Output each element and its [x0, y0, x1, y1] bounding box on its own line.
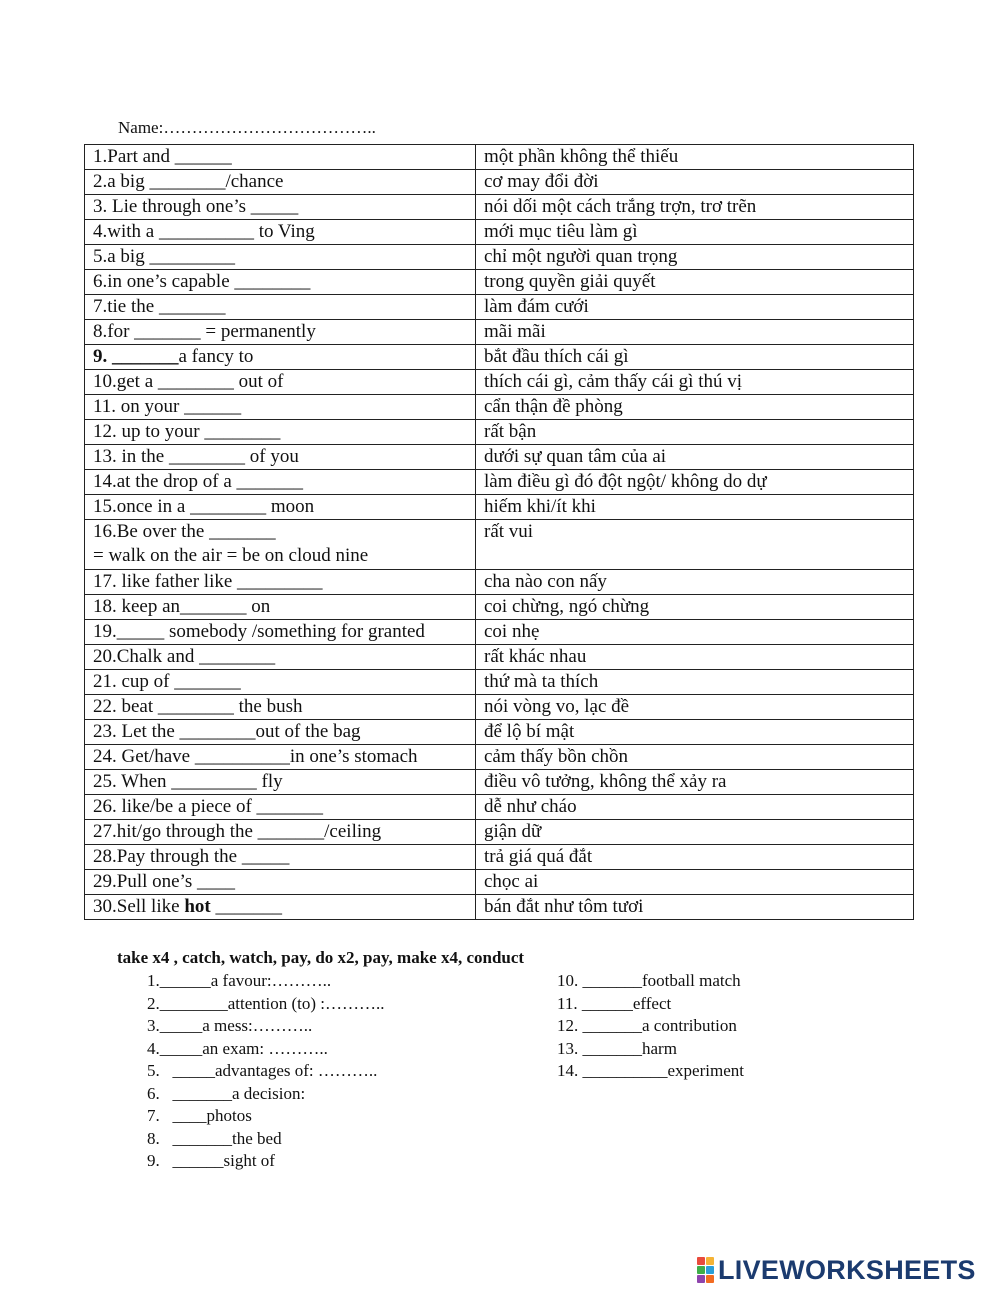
- name-line: Name:………………………………..: [118, 118, 376, 137]
- meaning-cell: một phần không thể thiếu: [476, 145, 914, 170]
- exercise-item: 13. _______harm: [557, 1038, 677, 1058]
- idiom-cell: [85, 620, 476, 645]
- idiom-cell: [85, 595, 476, 620]
- idiom-bold-word: hot: [184, 896, 211, 917]
- meaning-cell: cha nào con nấy: [476, 570, 914, 595]
- idiom-text: 12. up to your ________: [93, 421, 281, 442]
- table-row: [85, 820, 914, 845]
- exercise-item: 6. _______a decision:: [147, 1083, 306, 1103]
- meaning-cell: coi chừng, ngó chừng: [476, 595, 914, 620]
- idiom-cell: [85, 895, 476, 920]
- idiom-number: 9. _______: [93, 346, 179, 367]
- table-row: [85, 845, 914, 870]
- logo-square: [706, 1257, 714, 1265]
- idiom-text: 2.a big ________/chance: [93, 171, 284, 192]
- idiom-synonyms: = walk on the air = be on cloud nine: [93, 545, 369, 566]
- meaning-cell: bán đắt như tôm tươi: [476, 895, 914, 920]
- idiom-text: 8.for _______ = permanently: [93, 321, 316, 342]
- idiom-text: 14.at the drop of a _______: [93, 471, 304, 492]
- collocation-list-right: [557, 970, 744, 1083]
- meaning-cell: cảm thấy bồn chồn: [476, 745, 914, 770]
- idiom-cell: [85, 645, 476, 670]
- idiom-cell: [85, 320, 476, 345]
- word-bank: take x4 , catch, watch, pay, do x2, pay, make x4, conduct: [117, 948, 525, 967]
- meaning-cell: coi nhẹ: [476, 620, 914, 645]
- idiom-text: 15.once in a ________ moon: [93, 496, 315, 517]
- meaning-cell: rất khác nhau: [476, 645, 914, 670]
- table-row: [85, 795, 914, 820]
- idiom-text: 10.get a ________ out of: [93, 371, 284, 392]
- table-row: [85, 345, 914, 370]
- table-row: [85, 270, 914, 295]
- table-row: [85, 395, 914, 420]
- meaning-cell: bắt đầu thích cái gì: [476, 345, 914, 370]
- idiom-text: 21. cup of _______: [93, 671, 241, 692]
- idiom-cell: [85, 795, 476, 820]
- idiom-cell: [85, 445, 476, 470]
- idiom-text: 27.hit/go through the _______/ceiling: [93, 821, 382, 842]
- meaning-cell: cẩn thận đề phòng: [476, 395, 914, 420]
- logo-square: [706, 1266, 714, 1274]
- idiom-text: a fancy to: [178, 346, 254, 367]
- idiom-blank: _______: [210, 896, 282, 917]
- table-row: [85, 195, 914, 220]
- idiom-text: 24. Get/have __________in one’s stomach: [93, 746, 418, 767]
- idiom-cell: [85, 570, 476, 595]
- table-row: [85, 295, 914, 320]
- table-row: [85, 695, 914, 720]
- idiom-cell: [85, 670, 476, 695]
- idiom-cell: [85, 345, 476, 370]
- meaning-cell: cơ may đổi đời: [476, 170, 914, 195]
- exercise-item: 3._____a mess:………..: [147, 1016, 313, 1035]
- logo-square: [697, 1266, 705, 1274]
- meaning-cell: rất bận: [476, 420, 914, 445]
- idiom-cell: [85, 395, 476, 420]
- exercise-item: 5. _____advantages of: ………..: [147, 1061, 378, 1080]
- table-row: [85, 420, 914, 445]
- meaning-cell: rất vui: [476, 520, 914, 570]
- idiom-cell: [85, 195, 476, 220]
- meaning-cell: thích cái gì, cảm thấy cái gì thú vị: [476, 370, 914, 395]
- idiom-cell: [85, 220, 476, 245]
- idiom-text: 28.Pay through the _____: [93, 846, 290, 867]
- table-row: [85, 245, 914, 270]
- idiom-text: 3. Lie through one’s _____: [93, 196, 299, 217]
- idiom-text: 19._____ somebody /something for granted: [93, 621, 425, 642]
- idiom-cell: [85, 870, 476, 895]
- idiom-cell: [85, 820, 476, 845]
- meaning-cell: dưới sự quan tâm của ai: [476, 445, 914, 470]
- idiom-cell: [85, 720, 476, 745]
- exercise-item: 14. __________experiment: [557, 1061, 744, 1080]
- exercise-item: 11. ______effect: [557, 993, 672, 1013]
- idiom-text: 16.Be over the _______: [93, 521, 276, 542]
- idiom-text: 22. beat ________ the bush: [93, 696, 303, 717]
- idiom-cell: [85, 470, 476, 495]
- table-row: [85, 770, 914, 795]
- meaning-cell: chỉ một người quan trọng: [476, 245, 914, 270]
- meaning-cell: chọc ai: [476, 870, 914, 895]
- logo-square: [697, 1275, 705, 1283]
- logo-square: [697, 1257, 705, 1265]
- meaning-cell: để lộ bí mật: [476, 720, 914, 745]
- table-row: [85, 370, 914, 395]
- table-row: [85, 145, 914, 170]
- idiom-text: 6.in one’s capable ________: [93, 271, 311, 292]
- exercise-item: 2.________attention (to) :………..: [147, 993, 385, 1013]
- table-row: [85, 170, 914, 195]
- idiom-text: 18. keep an_______ on: [93, 596, 271, 617]
- table-row: [85, 445, 914, 470]
- liveworksheets-logo[interactable]: [697, 1256, 976, 1284]
- table-row: [85, 495, 914, 520]
- exercise-item: 8. _______the bed: [147, 1128, 282, 1148]
- logo-text: LIVEWORKSHEETS: [718, 1254, 976, 1285]
- idiom-text: 20.Chalk and ________: [93, 646, 276, 667]
- exercise-item: 4._____an exam: ………..: [147, 1038, 328, 1058]
- exercise-item: 12. _______a contribution: [557, 1016, 737, 1035]
- exercise-item: 1.______a favour:………..: [147, 971, 332, 990]
- meaning-cell: dễ như cháo: [476, 795, 914, 820]
- idiom-cell: [85, 695, 476, 720]
- idiom-text: 13. in the ________ of you: [93, 446, 299, 467]
- meaning-cell: làm điều gì đó đột ngột/ không do dự: [476, 470, 914, 495]
- idiom-text: 4.with a __________ to Ving: [93, 221, 315, 242]
- meaning-cell: mãi mãi: [476, 320, 914, 345]
- meaning-cell: làm đám cưới: [476, 295, 914, 320]
- table-row: [85, 745, 914, 770]
- idiom-text: 7.tie the _______: [93, 296, 226, 317]
- idiom-text: 1.Part and ______: [93, 146, 232, 167]
- meaning-cell: trả giá quá đắt: [476, 845, 914, 870]
- idiom-cell: [85, 770, 476, 795]
- idiom-cell: [85, 270, 476, 295]
- vocab-table: [84, 144, 914, 920]
- table-row: [85, 470, 914, 495]
- table-row: [85, 620, 914, 645]
- meaning-cell: nói vòng vo, lạc đề: [476, 695, 914, 720]
- table-row: [85, 520, 914, 570]
- exercise-item: 9. ______sight of: [147, 1151, 275, 1170]
- exercise-item: 10. _______football match: [557, 971, 741, 990]
- meaning-cell: điều vô tưởng, không thể xảy ra: [476, 770, 914, 795]
- table-row: [85, 570, 914, 595]
- idiom-cell: [85, 145, 476, 170]
- table-row: [85, 645, 914, 670]
- idiom-text: 17. like father like _________: [93, 571, 323, 592]
- meaning-cell: trong quyền giải quyết: [476, 270, 914, 295]
- collocation-list-left: [147, 970, 385, 1173]
- idiom-text: 25. When _________ fly: [93, 771, 283, 792]
- idiom-text: 23. Let the ________out of the bag: [93, 721, 361, 742]
- table-row: [85, 320, 914, 345]
- meaning-cell: giận dữ: [476, 820, 914, 845]
- table-row: [85, 870, 914, 895]
- idiom-cell: [85, 420, 476, 445]
- idiom-cell: [85, 295, 476, 320]
- table-row: [85, 595, 914, 620]
- idiom-cell: [85, 170, 476, 195]
- idiom-cell: [85, 370, 476, 395]
- idiom-cell: [85, 520, 476, 570]
- meaning-cell: thứ mà ta thích: [476, 670, 914, 695]
- idiom-text: 5.a big _________: [93, 246, 235, 267]
- table-row: [85, 895, 914, 920]
- meaning-cell: nói dối một cách trắng trợn, trơ trẽn: [476, 195, 914, 220]
- logo-mark-icon: [697, 1257, 714, 1283]
- idiom-text: 26. like/be a piece of _______: [93, 796, 324, 817]
- table-row: [85, 670, 914, 695]
- exercise-item: 7. ____photos: [147, 1106, 252, 1125]
- idiom-text: 30.Sell like: [93, 896, 185, 917]
- idiom-cell: [85, 745, 476, 770]
- idiom-text: 29.Pull one’s ____: [93, 871, 235, 892]
- logo-square: [706, 1275, 714, 1283]
- idiom-text: 11. on your ______: [93, 396, 242, 417]
- table-row: [85, 220, 914, 245]
- idiom-cell: [85, 495, 476, 520]
- meaning-cell: hiếm khi/ít khi: [476, 495, 914, 520]
- idiom-cell: [85, 845, 476, 870]
- idiom-cell: [85, 245, 476, 270]
- meaning-cell: mới mục tiêu làm gì: [476, 220, 914, 245]
- table-row: [85, 720, 914, 745]
